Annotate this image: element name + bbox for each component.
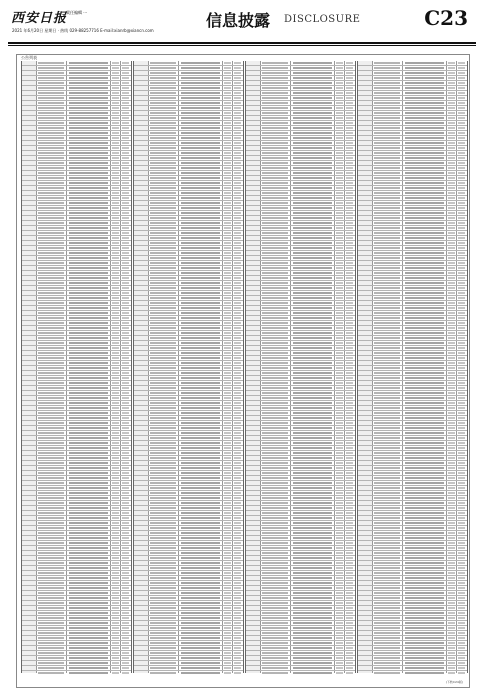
- name-cells: [293, 62, 332, 674]
- editor-line: 責任編輯 ···: [66, 10, 88, 15]
- code-cells: [150, 62, 176, 674]
- value-cells: [346, 62, 353, 674]
- newspaper-logo: 西安日报: [11, 11, 68, 26]
- section-subtitle: DISCLOSURE: [284, 14, 361, 25]
- value-cells: [112, 62, 119, 674]
- table-column-4: [357, 61, 468, 673]
- code-cells: [262, 62, 288, 674]
- disclosure-table-area: [16, 54, 470, 688]
- continued-note: (下转C24版): [445, 680, 463, 684]
- value-cells: [224, 62, 231, 674]
- value-cells: [234, 62, 241, 674]
- value-cells: [448, 62, 455, 674]
- table-column-3: [245, 61, 356, 673]
- value-cells: [336, 62, 343, 674]
- table-column-1: [21, 61, 132, 673]
- dateline: 2021 年6月20日 星期日 · 热线 029-88257716 E-mail:xianrb@xiancn.com: [12, 28, 154, 33]
- masthead-bar: [8, 6, 476, 40]
- value-cells: [458, 62, 465, 674]
- header-rule: [8, 42, 476, 44]
- code-cells: [38, 62, 64, 674]
- name-cells: [181, 62, 220, 674]
- value-cells: [122, 62, 129, 674]
- code-cells: [374, 62, 400, 674]
- name-cells: [405, 62, 444, 674]
- table-column-2: [133, 61, 244, 673]
- name-cells: [69, 62, 108, 674]
- column-note: 公告列表: [21, 55, 37, 60]
- section-title: 信息披露: [206, 11, 271, 30]
- page-number: C23: [424, 6, 468, 30]
- header-rule-thin: [8, 45, 476, 46]
